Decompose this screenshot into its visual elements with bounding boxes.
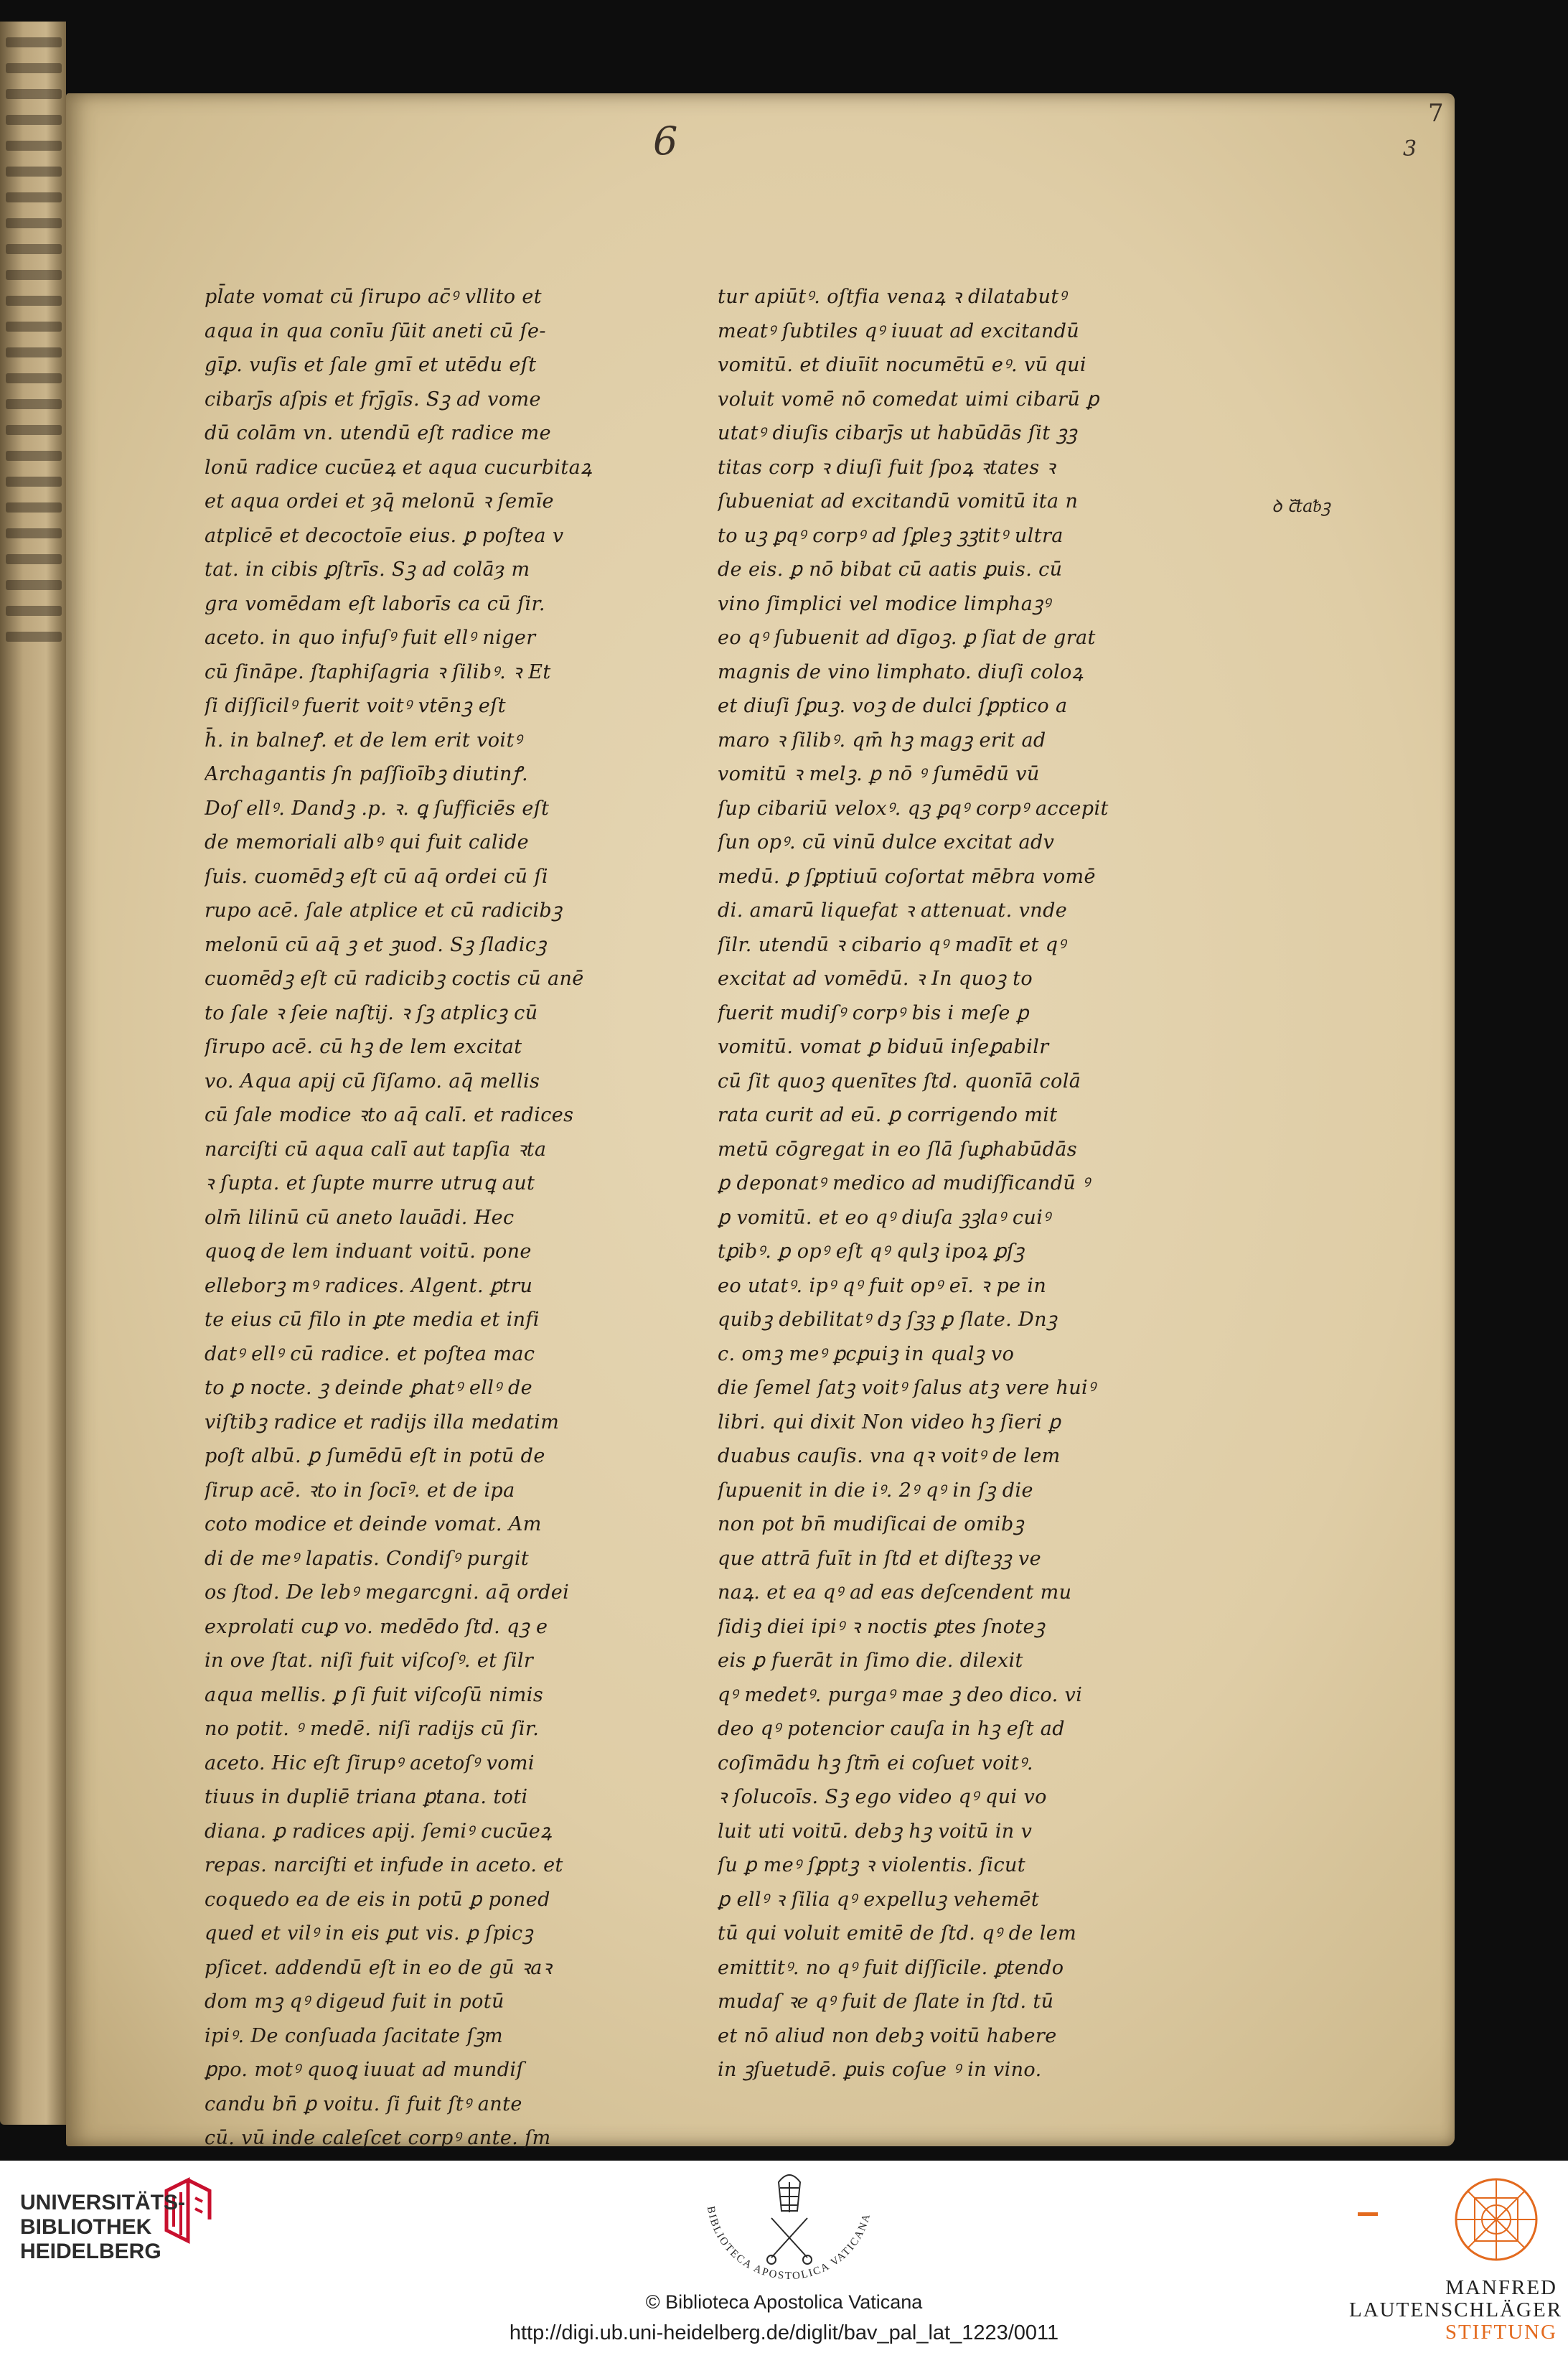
right-column-line: vomitū ꝛ melꝫ. ꝑ nō ꝰ ſumēdū vū: [718, 763, 1040, 785]
right-column-line: ſupuenit in die iꝰ. 2ꝰ qꝰ in ſꝫ die: [718, 1479, 1033, 1502]
right-column-line: fuerit mudiſꝰ corpꝰ bis i meſe ꝑ: [718, 1001, 1029, 1024]
left-column-line: no potit. ꝰ medē. niſi radijs cū ſir.: [205, 1718, 540, 1740]
left-column-line: tiuus in dupliē triana ꝑtana. toti: [205, 1786, 528, 1808]
right-column-line: libri. qui dixit Non video hꝫ ſieri ꝑ: [718, 1411, 1061, 1433]
left-column-line: ꝛ ſupta. et ſupte murre utruꝗ aut: [205, 1172, 535, 1194]
right-column-line: excitat ad vomēdū. ꝛ In quoꝫ to: [718, 968, 1033, 990]
ml-line-3: STIFTUNG: [1445, 2321, 1557, 2344]
left-column-line: elleborꝫ mꝰ radices. Algent. ꝑtru: [205, 1274, 533, 1297]
right-column-line: emittitꝰ. no qꝰ fuit diſſicile. ꝑtendo: [718, 1956, 1064, 1979]
left-column-line: de memoriali albꝰ qui fuit calide: [205, 831, 529, 853]
right-column-line: maro ꝛ ſilibꝰ. qm̄ hꝫ magꝫ erit ad: [718, 729, 1046, 752]
right-column-line: ſubueniat ad excitandū vomitū ita n: [718, 490, 1079, 513]
text-column-right: [718, 280, 1177, 2087]
left-column-line: narciſti cū aqua calī aut tapſia ꝛta: [205, 1138, 547, 1161]
corner-folio-number: 3: [1403, 136, 1417, 162]
left-column-line: ſirupo acē. cū hꝫ de lem excitat: [205, 1036, 522, 1058]
right-column-line: titas corp ꝛ diuſi fuit ſpoꝝ ꝛtates ꝛ: [718, 456, 1056, 479]
left-column-line: tat. in cibis ꝑſtrīs. Sꝫ ad colāȝ m: [205, 558, 530, 581]
right-column-line: metū cōgregat in eo ſlā ſuꝑhabūdās: [718, 1138, 1078, 1161]
right-column-line: ꝑ ellꝰ ꝛ ſilia qꝰ expelluꝫ vehemēt: [718, 1888, 1040, 1911]
corner-mark: 7: [1428, 99, 1444, 128]
left-column-line: aceto. Hic eſt ſirupꝰ acetoſꝰ vomi: [205, 1751, 535, 1774]
right-column-line: vomitū. et diuīit nocumētū eꝰ. vū qui: [718, 354, 1086, 376]
foundation-wordmark: [1349, 2276, 1563, 2344]
right-column-line: medū. ꝑ ſꝑptiuū coſortat mēbra vomē: [718, 865, 1096, 888]
left-column-line: dū colām vn. utendū eſt radice me: [205, 422, 552, 444]
left-column-line: gīꝑ. vuſis et ſale gmī et utēdu eſt: [205, 354, 537, 376]
left-column-line: vo. Aqua apij cū ſiſamo. aq̄ mellis: [205, 1070, 540, 1093]
right-column-line: ſidiꝫ diei ipiꝰ ꝛ noctis ꝑtes ſnoteꝫ: [718, 1615, 1046, 1638]
right-column-line: vino ſimplici vel modice limphaꝫꝰ: [718, 592, 1051, 615]
left-column-line: ꝑpo. motꝰ quoꝗ iuuat ad mundiſ: [205, 2059, 524, 2081]
orange-dash-divider: [1358, 2212, 1378, 2216]
left-column-line: quoꝗ de lem induant voitū. pone: [205, 1240, 532, 1263]
right-column-line: tꝑibꝰ. ꝑ opꝰ eſt qꝰ qulꝫ ipoꝝ ꝑſꝫ: [718, 1240, 1025, 1263]
right-column-line: ſun opꝰ. cū vinū dulce excitat adv: [718, 831, 1055, 853]
left-column-line: candu bn̄ ꝑ voitu. ſi fuit ſtꝰ ante: [205, 2092, 522, 2115]
right-column-line: die ſemel ſatꝫ voitꝰ ſalus atꝫ vere huiꝰ: [718, 1377, 1096, 1399]
left-column-line: viſtibꝫ radice et radijs illa medatim: [205, 1411, 560, 1433]
left-column-line: pſicet. addendū eſt in eo de gū ꝛaꝛ: [205, 1956, 552, 1979]
left-column-line: te eius cū filo in ꝑte media et infi: [205, 1309, 540, 1331]
left-column-line: cū ſināpe. ſtaphiſagria ꝛ ſilibꝰ. ꝛ Et: [205, 660, 551, 683]
left-column-line: os ſtod. De lebꝰ megarcgni. aq̄ ordei: [205, 1581, 570, 1604]
left-column-line: gra vomēdam eſt laborīs ca cū ſir.: [205, 592, 545, 615]
ml-line-2: LAUTENSCHLÄGER: [1349, 2298, 1563, 2321]
right-column-line: meatꝰ ſubtiles qꝰ iuuat ad excitandū: [718, 319, 1080, 342]
left-column-line: dom mꝫ qꝰ digeud fuit in potū: [205, 1991, 504, 2013]
right-column-line: ſilr. utendū ꝛ cibario qꝰ madīt et qꝰ: [718, 933, 1066, 956]
right-column-line: tū qui voluit emitē de ſtd. qꝰ de lem: [718, 1922, 1077, 1945]
left-column-line: aceto. in quo infuſꝰ fuit ellꝰ niger: [205, 627, 536, 649]
right-column-line: in ꝫſuetudē. ꝑuis coſue ꝰ in vino.: [718, 2059, 1042, 2081]
left-column-line: rupo acē. ſale atplice et cū radicibꝫ: [205, 899, 563, 922]
university-library-wordmark: [20, 2191, 185, 2264]
right-column-line: ſup cibariū veloxꝰ. qꝫ ꝑqꝰ corpꝰ accepit: [718, 797, 1109, 820]
left-column-line: aqua mellis. ꝑ ſi fuit viſcoſū nimis: [205, 1683, 544, 1706]
text-column-left: [205, 280, 657, 2156]
right-column-line: qꝰ medetꝰ. purgaꝰ mae ꝫ deo dico. vi: [718, 1683, 1083, 1706]
right-column-line: et nō aliud non debꝫ voitū habere: [718, 2024, 1057, 2047]
right-column-line: vomitū. vomat ꝑ biduū inſeꝑabilr: [718, 1036, 1049, 1058]
right-column-line: tur apiūtꝰ. oſtfia venaꝝ ꝛ dilatabutꝰ: [718, 286, 1067, 308]
ml-line-1: MANFRED: [1445, 2276, 1557, 2299]
right-column-line: naꝝ. et ea qꝰ ad eas deſcendent mu: [718, 1581, 1072, 1604]
left-column-line: diana. ꝑ radices apij. ſemiꝰ cucūeꝝ: [205, 1820, 553, 1843]
foundation-logo-icon: [1446, 2169, 1546, 2270]
right-column-line: quibꝫ debilitatꝰ dꝫ ſꝫꝫ ꝑ ſlate. Dnꝫ: [718, 1309, 1058, 1331]
left-column-line: to ſale ꝛ ſeie naſtij. ꝛ ſꝫ atplicꝫ cū: [205, 1001, 538, 1024]
left-column-line: cuomēdꝫ eſt cū radicibꝫ coctis cū anē: [205, 968, 584, 990]
right-column-line: coſimādu hꝫ ſtm̄ ei coſuet voitꝰ.: [718, 1751, 1033, 1774]
right-column-line: deo qꝰ potencior cauſa in hꝫ eſt ad: [718, 1718, 1065, 1740]
left-column-line: ſuis. cuomēdꝫ eſt cū aq̄ ordei cū ſi: [205, 865, 548, 888]
right-column-line: eo utatꝰ. ipꝰ qꝰ fuit opꝰ eī. ꝛ pe in: [718, 1274, 1047, 1297]
right-column-line: rata curit ad eū. ꝑ corrigendo mit: [718, 1104, 1058, 1126]
right-column-line: magnis de vino limphato. diuſi coloꝝ: [718, 660, 1084, 683]
right-column-line: de eis. ꝑ nō bibat cū aatis ꝑuis. cū: [718, 558, 1063, 581]
left-column-line: di de meꝰ lapatis. Condiſꝰ purgit: [205, 1547, 530, 1570]
left-column-line: lonū radice cucūeꝝ et aqua cucurbitaꝝ: [205, 456, 593, 479]
left-column-line: qued et vilꝰ in eis ꝑut vis. ꝑ ſpicꝫ: [205, 1922, 533, 1945]
left-column-line: pl̄ate vomat cū ſirupo ac̄ꝰ vllito et: [205, 286, 542, 308]
right-column-line: mudaſ ꝛe qꝰ fuit de ſlate in ſtd. tū: [718, 1991, 1054, 2013]
left-column-line: exprolati cuꝑ vo. medēdo ſtd. qꝫ e: [205, 1615, 548, 1638]
right-column-line: di. amarū liquefat ꝛ attenuat. vnde: [718, 899, 1068, 922]
vatican-seal-lettering: BIBLIOTECA APOSTOLICA VATICANA: [704, 2205, 873, 2283]
left-column-line: poſt albū. ꝑ ſumēdū eſt in potū de: [205, 1445, 545, 1467]
left-column-line: aqua in qua conīu ſūit aneti cū ſe-: [205, 319, 546, 342]
left-column-line: Doſ ellꝰ. Dandꝫ .p. ꝛ. ꝗ ſufficiēs eſt: [205, 797, 550, 820]
left-column-line: repas. narciſti et infude in aceto. et: [205, 1854, 563, 1876]
left-column-line: in ove ſtat. niſi fuit viſcoſꝰ. et ſilr: [205, 1650, 534, 1672]
right-column-line: duabus cauſis. vna qꝛ voitꝰ de lem: [718, 1445, 1061, 1467]
left-column-line: ſi diſſicilꝰ fuerit voitꝰ vtēnꝫ eſt: [205, 695, 506, 717]
left-column-line: cibarȷ̄s aſpis et frȷ̄gīs. Sꝫ ad vome: [205, 388, 541, 411]
right-column-line: que attrā fuīt in ſtd et diſteꝫꝫ ve: [718, 1547, 1041, 1570]
right-column-line: cū ſit quoꝫ quenītes ſtd. quonīā colā: [718, 1070, 1081, 1093]
left-column-line: cū ſale modice ꝛto aq̄ calī. et radices: [205, 1104, 574, 1126]
svg-text:BIBLIOTECA APOSTOLICA VATICANA: [705, 2205, 873, 2282]
left-column-line: et aqua ordei et ȝq̄ melonū ꝛ ſemīe: [205, 490, 554, 513]
right-column-line: non pot bn̄ mudiſicai de omibꝫ: [718, 1513, 1024, 1535]
right-column-line: eis ꝑ fuerāt in ſimo die. dilexit: [718, 1650, 1023, 1672]
left-column-line: coto modice et deinde vomat. Am: [205, 1513, 542, 1535]
folio-number: 6: [653, 118, 678, 164]
marginal-note: ꝺ cᷓtaᵬꝫ: [1272, 496, 1330, 516]
ub-line-2: BIBLIOTHEK: [20, 2215, 152, 2239]
left-column-line: olm̄ lilinū cū aneto lauādi. Hec: [205, 1206, 515, 1229]
right-column-line: ꝑ vomitū. et eo qꝰ diuſa ꝫꝫlaꝰ cuiꝰ: [718, 1206, 1051, 1229]
right-column-line: voluit vomē nō comedat uimi cibarū ꝑ: [718, 388, 1099, 411]
ub-line-3: HEIDELBERG: [20, 2240, 161, 2263]
right-column-line: eo qꝰ ſubuenit ad dīgoꝫ. ꝑ ſiat de grat: [718, 627, 1096, 649]
left-column-line: to ꝑ nocte. ꝫ deinde ꝑhatꝰ ellꝰ de: [205, 1377, 533, 1399]
right-column-line: et diuſi ſꝑuꝫ. voꝫ de dulci ſꝑptico a: [718, 695, 1068, 717]
left-column-line: melonū cū aq̄ ꝫ et ꝫuod. Sꝫ ſladicꝫ: [205, 933, 547, 956]
right-column-line: utatꝰ diuſis cibarȷ̄s ut habūdās ſit ꝫꝫ: [718, 422, 1077, 444]
left-column-line: ipiꝰ. De conſuada ſacitate ſꝫm: [205, 2024, 504, 2047]
copyright-notice: © Biblioteca Apostolica Vaticana: [645, 2291, 923, 2313]
left-column-line: ſirup acē. ꝛto in ſocīꝰ. et de ipa: [205, 1479, 515, 1502]
permalink-url[interactable]: http://digi.ub.uni-heidelberg.de/diglit/bav_pal_lat_1223/0011: [509, 2321, 1059, 2344]
right-column-line: ꝑ deponatꝰ medico ad mudiſficandū ꝰ: [718, 1172, 1090, 1194]
vatican-library-seal-icon: [685, 2168, 893, 2286]
right-column-line: ꝛ ſolucoīs. Sꝫ ego video qꝰ qui vo: [718, 1786, 1047, 1808]
left-column-line: coquedo ea de eis in potū ꝑ poned: [205, 1888, 550, 1911]
left-column-line: Archagantis ſn paſſioībꝫ diutinꝭ.: [205, 763, 528, 785]
previous-page-edge: [0, 22, 66, 2125]
left-column-line: h̄. in balneꝭ. et de lem erit voitꝰ: [205, 729, 522, 752]
right-column-line: c. omꝫ meꝰ ꝑcꝑuiꝫ in qualꝫ vo: [718, 1342, 1015, 1365]
left-column-line: atplicē et decoctoīe eius. ꝑ poſtea v: [205, 524, 564, 547]
right-column-line: to uꝫ ꝑqꝰ corpꝰ ad ſꝑleꝫ ꝫꝫtitꝰ ultra: [718, 524, 1064, 547]
left-column-line: cū. vū inde caleſcet corpꝰ ante. ſm: [205, 2127, 551, 2149]
left-column-line: datꝰ ellꝰ cū radice. et poſtea mac: [205, 1342, 535, 1365]
right-column-line: ſu ꝑ meꝰ ſꝑptꝫ ꝛ violentis. ſicut: [718, 1854, 1026, 1876]
right-column-line: luit uti voitū. debꝫ hꝫ voitū in v: [718, 1820, 1033, 1843]
ub-line-1: UNIVERSITÄTS-: [20, 2191, 186, 2214]
